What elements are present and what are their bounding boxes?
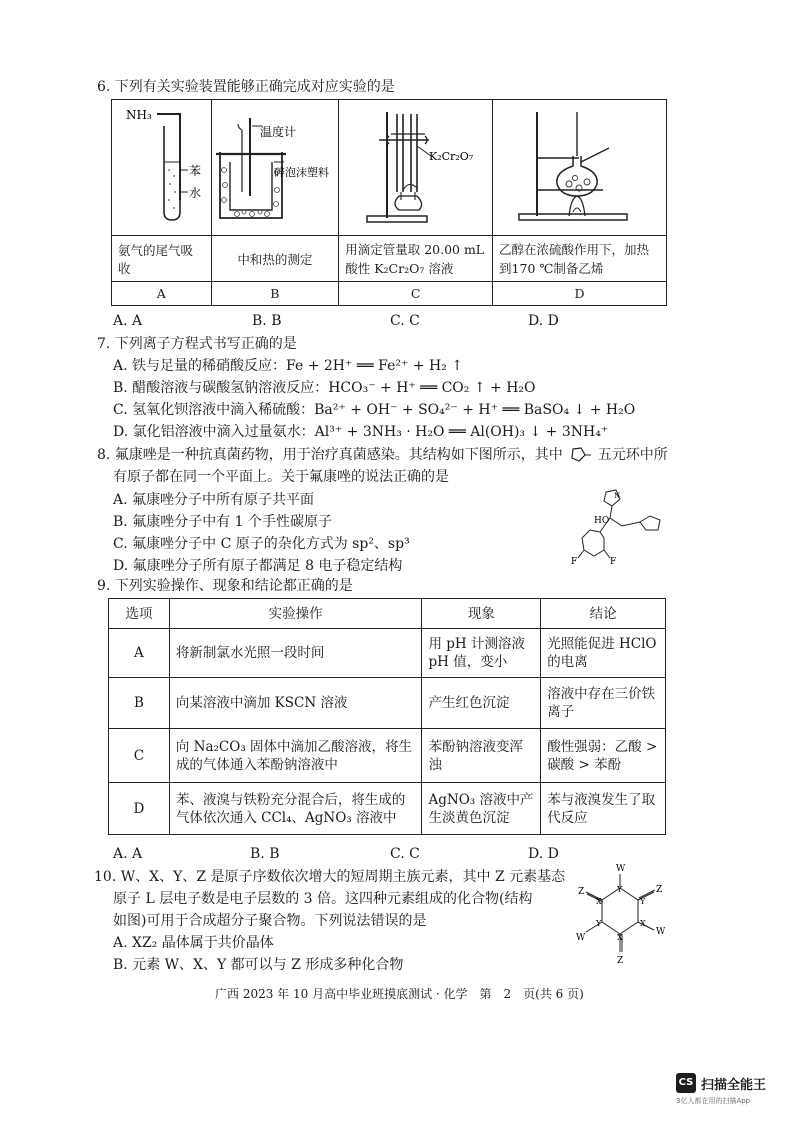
q6-letter-d: D — [493, 282, 667, 306]
q6-caption-b: 中和热的测定 — [211, 236, 339, 282]
q7-option-d[interactable]: D. 氯化铝溶液中滴入过量氨水：Al³⁺ + 3NH₃ · H₂O ══ Al(OH)₃ ↓ + 3NH₄⁺ — [113, 424, 609, 440]
q9-table — [108, 598, 666, 835]
struct-f2-label: F — [610, 557, 617, 566]
q8-stem-part2: 五元环中所 — [597, 447, 668, 463]
q9-row-b-option: B — [109, 678, 170, 729]
q9-row-c-option: C — [109, 729, 170, 783]
q10-stem-line3: 如图)可用于合成超分子聚合物。下列说法错误的是 — [113, 913, 427, 929]
label-thermometer: 温度计 — [259, 125, 296, 139]
watermark-name: 扫描全能王 — [701, 1077, 767, 1093]
q6-letter-a: A — [112, 282, 212, 306]
q6-option-b[interactable]: B. B — [252, 313, 282, 329]
q9-row-d-option: D — [109, 783, 170, 835]
q9-row-d-phenomenon: AgNO₃ 溶液中产生淡黄色沉淀 — [422, 783, 541, 835]
struct-f1-label: F — [571, 557, 578, 566]
q9-row-a-option: A — [109, 629, 170, 678]
q9-row-d-operation: 苯、液溴与铁粉充分混合后，将生成的气体依次通入 CCl₄、AgNO₃ 溶液中 — [169, 783, 422, 835]
q7-option-a[interactable]: A. 铁与足量的稀硝酸反应：Fe + 2H⁺ ══ Fe²⁺ + H₂ ↑ — [113, 358, 464, 374]
q6-caption-a: 氨气的尾气吸收 — [112, 236, 212, 282]
scanner-watermark — [676, 1073, 766, 1106]
triazole-ring-icon — [567, 446, 593, 462]
apparatus-d-figure — [493, 100, 667, 236]
apparatus-c-figure — [339, 100, 493, 236]
q7-option-b[interactable]: B. 醋酸溶液与碳酸氢钠溶液反应：HCO₃⁻ + H⁺ ══ CO₂ ↑ + H₂O — [113, 380, 536, 396]
q8-stem-part1: 8. 氟康唑是一种抗真菌药物，用于治疗真菌感染。其结构如下图所示，其中 — [97, 447, 563, 463]
q10-ring-structure-figure — [560, 860, 680, 980]
q6-apparatus-table — [111, 99, 667, 306]
atom-w-right: W — [656, 927, 666, 937]
q7-stem: 7. 下列离子方程式书写正确的是 — [97, 336, 297, 352]
camscanner-logo-icon: CS — [676, 1073, 696, 1093]
q9-option-a[interactable]: A. A — [113, 846, 143, 862]
ethylene-prep-figure — [493, 100, 665, 231]
q6-caption-c: 用滴定管量取 20.00 mL 酸性 K₂Cr₂O₇ 溶液 — [339, 236, 493, 282]
apparatus-a-figure — [112, 100, 212, 236]
q8-option-a[interactable]: A. 氟康唑分子中所有原子共平面 — [113, 492, 315, 508]
atom-w-left: W — [576, 933, 586, 943]
q8-option-b[interactable]: B. 氟康唑分子中有 1 个手性碳原子 — [113, 514, 332, 530]
label-k2cr2o7: K₂Cr₂O₇ — [429, 150, 474, 163]
atom-y-top: Y — [617, 885, 623, 894]
q9-row-a-phenomenon: 用 pH 计测溶液 pH 值，变小 — [422, 629, 541, 678]
q9-header-conclusion: 结论 — [541, 599, 666, 629]
apparatus-b-figure — [211, 100, 339, 236]
q10-option-b[interactable]: B. 元素 W、X、Y 都可以与 Z 形成多种化合物 — [113, 957, 404, 973]
q9-option-d[interactable]: D. D — [528, 846, 559, 862]
label-water: 水 — [189, 186, 202, 200]
atom-x-left: X — [596, 897, 602, 906]
q10-stem-line2: 原子 L 层电子数是电子层数的 3 倍。这四种元素组成的化合物(结构 — [113, 891, 533, 907]
q6-letter-b: B — [211, 282, 339, 306]
atom-y-right: Y — [640, 897, 646, 906]
q9-row-c-phenomenon: 苯酚钠溶液变浑浊 — [422, 729, 541, 783]
atom-z-bottom: Z — [617, 956, 624, 966]
atom-w-top: W — [616, 864, 626, 874]
q10-option-a[interactable]: A. XZ₂ 晶体属于共价晶体 — [113, 935, 274, 951]
q6-option-d[interactable]: D. D — [528, 313, 559, 329]
q6-caption-d: 乙醇在浓硫酸作用下，加热到170 ℃制备乙烯 — [493, 236, 667, 282]
q8-stem-line1 — [97, 446, 668, 464]
label-foam: 碎泡沫塑料 — [273, 166, 329, 179]
q8-option-c[interactable]: C. 氟康唑分子中 C 原子的杂化方式为 sp²、sp³ — [113, 536, 410, 552]
atom-z-left: Z — [578, 887, 585, 897]
q9-row-c-operation: 向 Na₂CO₃ 固体中滴加乙酸溶液，将生成的气体通入苯酚钠溶液中 — [169, 729, 422, 783]
atom-x-bottom: X — [617, 933, 623, 942]
q9-option-c[interactable]: C. C — [390, 846, 420, 862]
q6-letter-c: C — [339, 282, 493, 306]
burette-stand-figure — [339, 100, 491, 231]
q9-row-d-conclusion: 苯与液溴发生了取代反应 — [541, 783, 666, 835]
q8-option-d[interactable]: D. 氟康唑分子所有原子都满足 8 电子稳定结构 — [113, 558, 403, 574]
q10-stem-line1: 10. W、X、Y、Z 是原子序数依次增大的短周期主族元素，其中 Z 元素基态 — [94, 869, 566, 885]
atom-x-right: X — [640, 919, 646, 928]
q8-stem-line2: 有原子都在同一个平面上。关于氟康唑的说法正确的是 — [113, 469, 449, 485]
q6-stem: 6. 下列有关实验装置能够正确完成对应实验的是 — [97, 79, 395, 95]
q6-option-a[interactable]: A. A — [113, 313, 143, 329]
q9-row-b-phenomenon: 产生红色沉淀 — [422, 678, 541, 729]
struct-oh-label: HO — [594, 516, 610, 526]
label-benzene: 苯 — [189, 164, 202, 178]
ammonia-absorption-figure — [112, 100, 210, 231]
q9-stem: 9. 下列实验操作、现象和结论都正确的是 — [97, 578, 353, 594]
q9-row-b-operation: 向某溶液中滴加 KSCN 溶液 — [169, 678, 422, 729]
q6-option-c[interactable]: C. C — [390, 313, 420, 329]
q9-header-option: 选项 — [109, 599, 170, 629]
atom-y-left: Y — [596, 919, 602, 928]
q9-header-operation: 实验操作 — [169, 599, 422, 629]
q9-row-b-conclusion: 溶液中存在三价铁离子 — [541, 678, 666, 729]
q9-row-a-operation: 将新制氯水光照一段时间 — [169, 629, 422, 678]
fluconazole-structure-figure — [570, 486, 680, 566]
q9-option-b[interactable]: B. B — [250, 846, 280, 862]
q9-header-phenomenon: 现象 — [422, 599, 541, 629]
struct-n-label: N — [614, 492, 621, 500]
q9-row-c-conclusion: 酸性强弱：乙酸 > 碳酸 > 苯酚 — [541, 729, 666, 783]
atom-z-right: Z — [656, 885, 663, 895]
page-footer: 广西 2023 年 10 月高中毕业班摸底测试 · 化学 第 2 页(共 6 页) — [215, 987, 584, 1001]
watermark-tagline: 3亿人都在用的扫描App — [676, 1097, 751, 1105]
q9-row-a-conclusion: 光照能促进 HClO 的电离 — [541, 629, 666, 678]
label-nh3: NH₃ — [126, 108, 152, 122]
q7-option-c[interactable]: C. 氢氧化钡溶液中滴入稀硫酸：Ba²⁺ + OH⁻ + SO₄²⁻ + H⁺ ══ BaSO₄ ↓ + H₂O — [113, 402, 636, 418]
calorimeter-figure — [212, 100, 338, 231]
